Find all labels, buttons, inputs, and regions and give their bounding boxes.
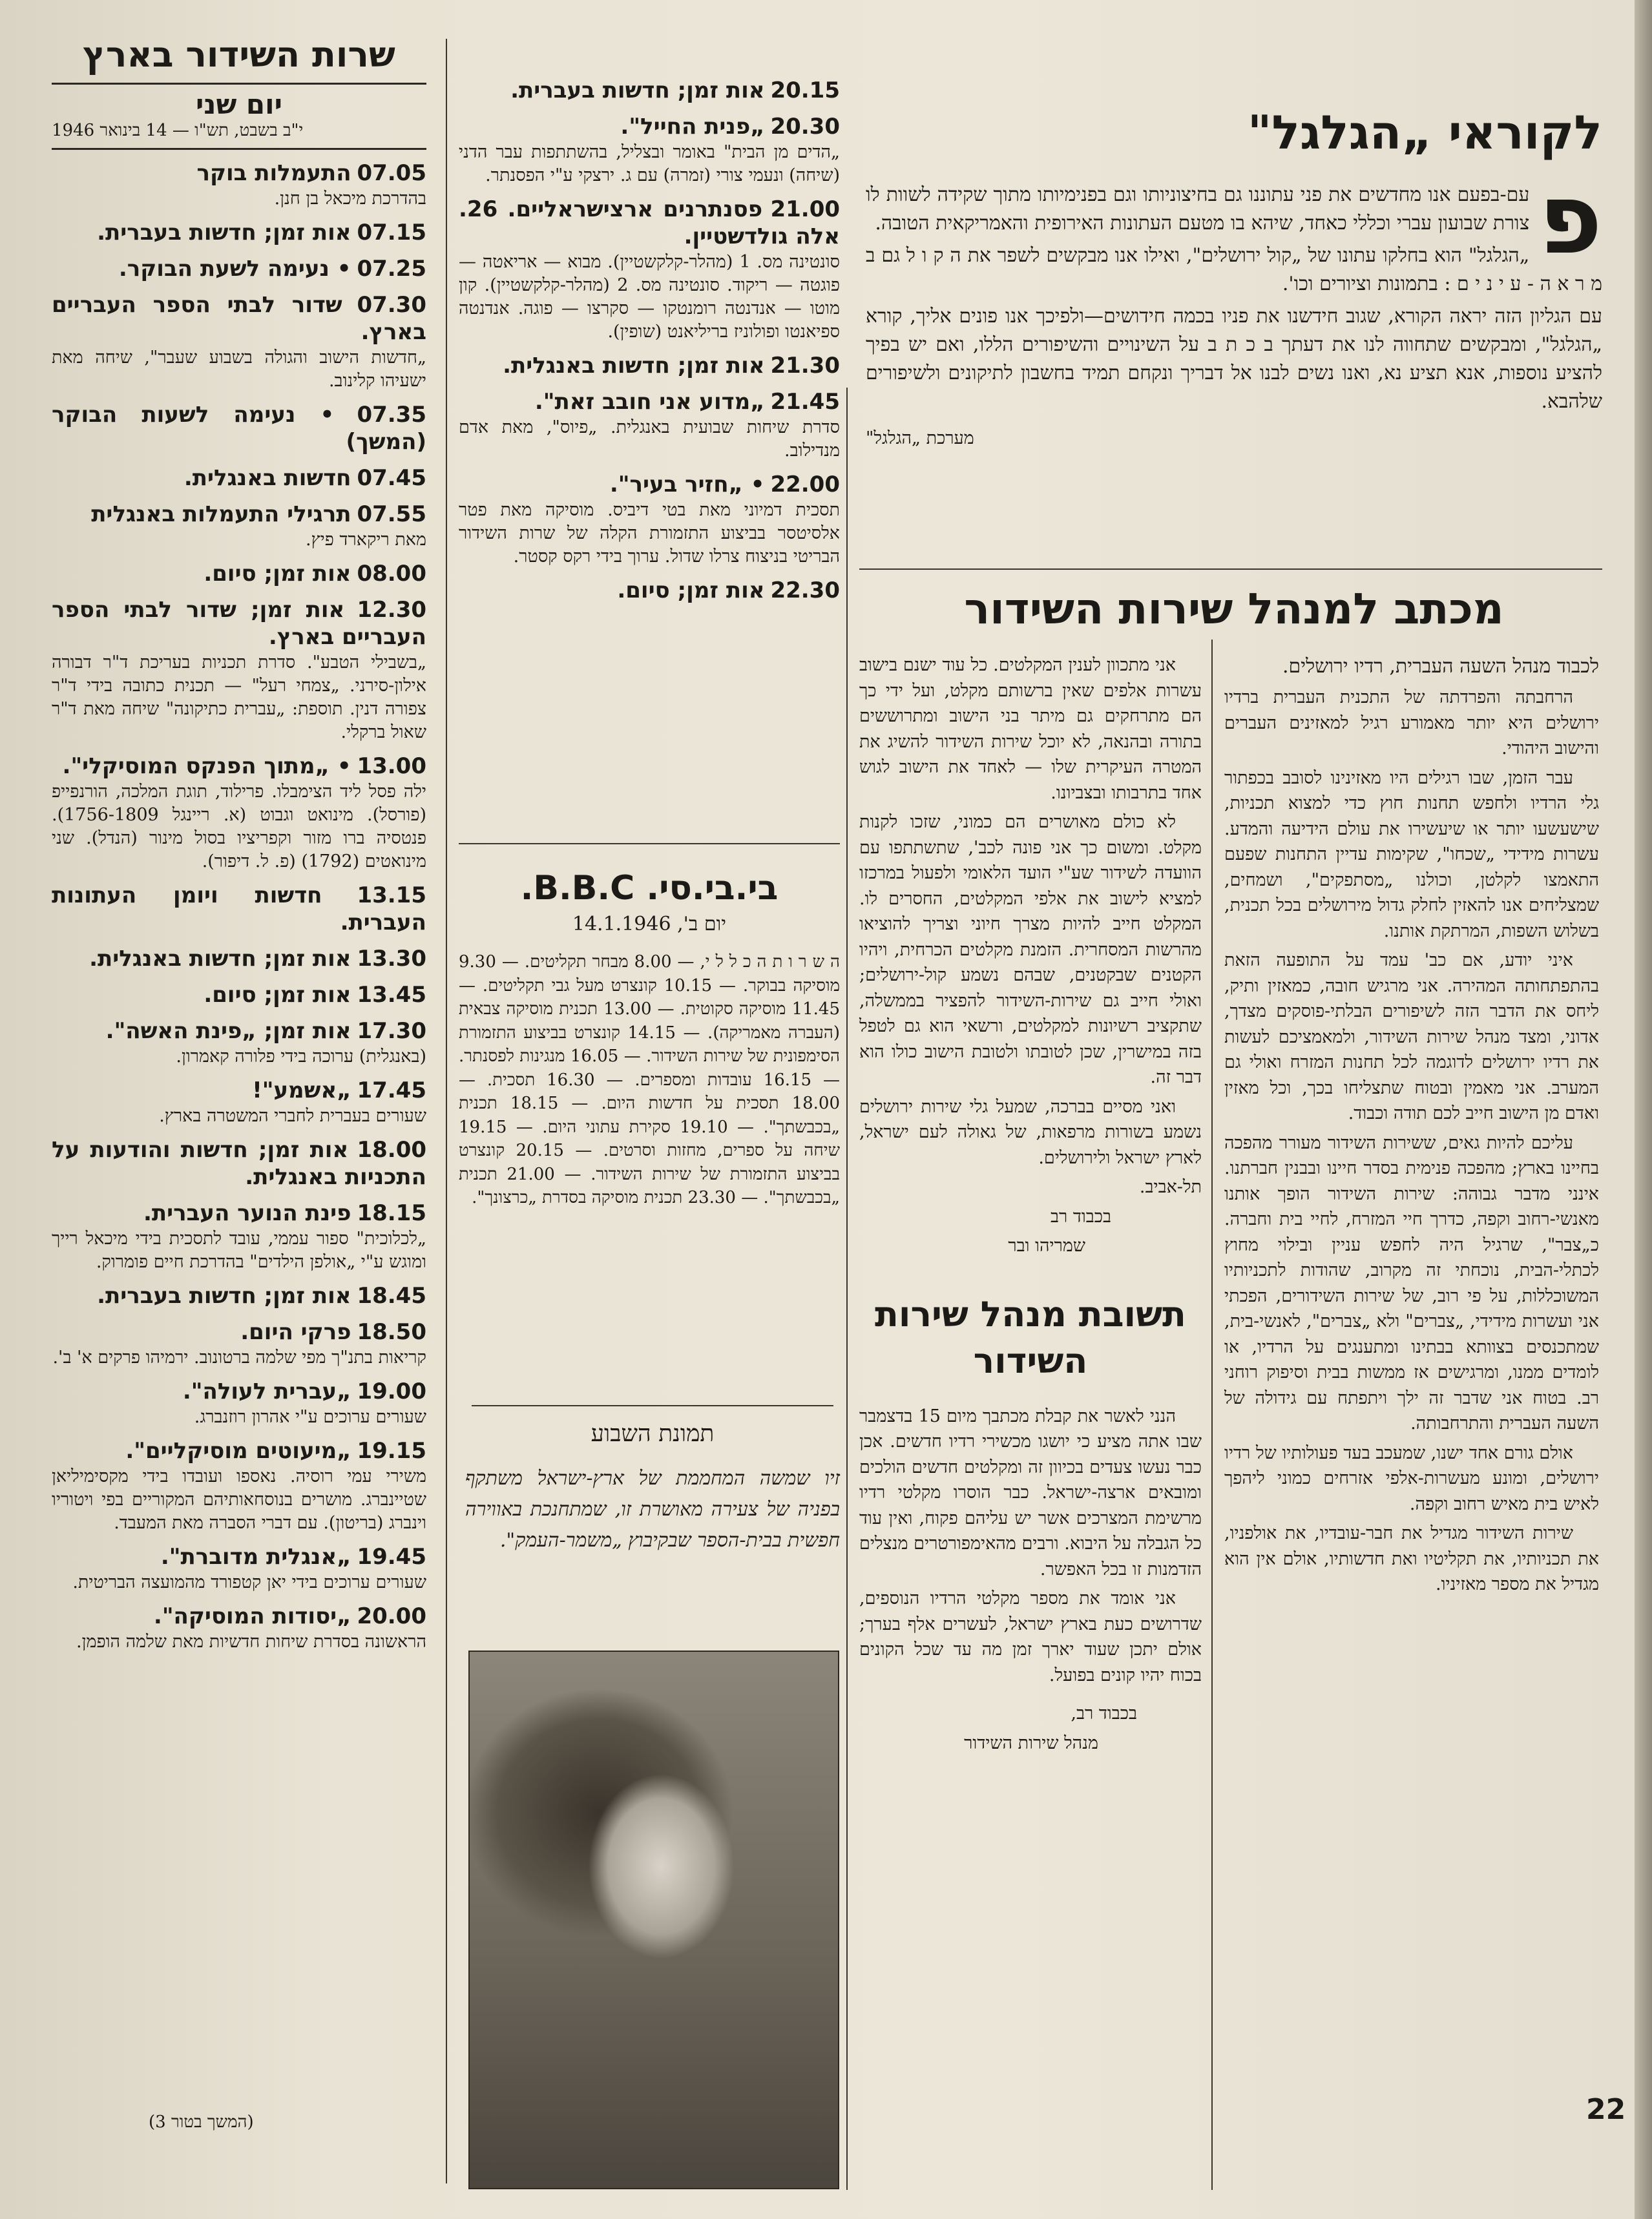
schedule-item bbox=[52, 292, 426, 393]
schedule-item bbox=[459, 353, 840, 380]
schedule-description: מאת ריקארד פיץ. bbox=[306, 530, 426, 550]
schedule-time: 20.00 bbox=[357, 1603, 426, 1629]
letter-greeting: לכבוד מנהל השעה העברית, רדיו ירושלים. bbox=[1282, 655, 1599, 678]
schedule-time: 08.00 bbox=[357, 561, 426, 587]
schedule-item bbox=[52, 1603, 426, 1654]
schedule-time: 07.15 bbox=[357, 220, 426, 245]
schedule-item bbox=[52, 1283, 426, 1310]
schedule-item bbox=[52, 1379, 426, 1429]
schedule-continued bbox=[459, 78, 840, 614]
schedule-description: „הדים מן הבית" באומר ובצליל, בהשתתפות עבר הדני (שיחה) ונעמי צורי (זמרה) עם ג. ירצקי ע"י הפסנתר. bbox=[459, 142, 840, 185]
schedule-time: 19.45 bbox=[357, 1544, 426, 1570]
schedule-program: חדשות באנגלית. bbox=[183, 465, 351, 491]
photo-section bbox=[465, 1418, 840, 1556]
schedule-item bbox=[52, 946, 426, 973]
schedule-program: • „מתוך הפנקס המוסיקלי". bbox=[62, 753, 351, 779]
schedule-program: פסנתרנים ארצישראליים. 26. אלה גולדשטיין. bbox=[459, 196, 840, 249]
schedule-item bbox=[52, 1200, 426, 1274]
intro-paragraph: „הגלגל" הוא בחלקו עתונו של „קול ירושלים", ואילו אנו מבקשים לשפר את ה ק ו ל גם ב מ ר א ה - ע י נ י ם : בתמונות וציורים וכו'. bbox=[866, 244, 1602, 295]
schedule-description: הראשונה בסדרת שיחות חדשיות מאת שלמה הופמן. bbox=[76, 1632, 426, 1652]
reply-title: תשובת מנהל שירות השידור bbox=[875, 1293, 1186, 1381]
schedule-date: י"ב בשבט, תש"ו — 14 בינואר 1946 bbox=[52, 118, 426, 150]
schedule-description: סדרת שיחות שבועית באנגלית. „פיוס", מאת אדם מנדילוב. bbox=[459, 417, 840, 461]
schedule-program: „פנית החייל". bbox=[620, 114, 765, 140]
schedule-item bbox=[52, 256, 426, 283]
schedule-time: 07.45 bbox=[357, 465, 426, 491]
schedule-program: חדשות ויומן העתונות העברית. bbox=[52, 882, 426, 935]
letter-paragraph: איני יודע, אם כב' עמד על התופעה הזאת בהתפתחותה המהירה. אני מרגיש חובה, כמאזין ותיק, ליחס את הדבר הזה לשיפורים הבלתי-פוסקים מצדך, אדוני, ומצד מנהל שירות השידור, ולמאמציכם לעשות את רדיו ירושלים לדוגמה לכל תחנות המזרח ואולי גם המערב. אני מאמין ובטוח שתצליחו בכך, וכל מאזין ואדם מן הישוב חייב לכם תודה וכבוד. bbox=[1224, 950, 1599, 1123]
schedule-time: 20.15 bbox=[770, 78, 840, 103]
section-rule bbox=[459, 843, 840, 844]
schedule-item bbox=[52, 1319, 426, 1370]
photo-title: תמונת השבוע bbox=[591, 1421, 715, 1447]
schedule-item bbox=[52, 597, 426, 744]
schedule-program: „אנגלית מדוברת". bbox=[160, 1544, 351, 1570]
letter-continued-column bbox=[859, 652, 1202, 1760]
reply-paragraph: אני אומד את מספר מקלטי הרדיו הנוספים, שדרושים כעת בארץ ישראל, לעשרים אלף בערך; אולם יתכן שעוד יארך זמן מה עד שכל הקונים בכוח יהיו קונים בפועל. bbox=[859, 1589, 1202, 1685]
schedule-program: אות זמן; „פינת האשה". bbox=[105, 1018, 351, 1044]
schedule-program: אות זמן; סיום. bbox=[617, 578, 765, 603]
intro-signature: מערכת „הגלגל" bbox=[866, 428, 974, 448]
schedule-day: יום שני bbox=[196, 89, 282, 120]
schedule-time: 13.30 bbox=[357, 946, 426, 972]
letter-paragraph: ואני מסיים בברכה, שמעל גלי שירות ירושלים נשמע בשורות מרפאות, של גאולה לעם ישראל, לארץ ישראל ולירושלים. bbox=[859, 1096, 1202, 1168]
schedule-program: • „חזיר בעיר". bbox=[609, 472, 765, 497]
letter-paragraph: שירות השידור מגדיל את חבר-עובדיו, את אולפניו, את תכניותיו, את תקליטיו ואת חדשותיו, אולם אין הוא מגדיל את מספר מאזיניו. bbox=[1224, 1523, 1599, 1594]
schedule-item bbox=[52, 160, 426, 211]
schedule-column bbox=[52, 32, 426, 1663]
schedule-item bbox=[52, 1438, 426, 1535]
schedule-program: אות זמן; שדור לבתי הספר העבריים בארץ. bbox=[52, 597, 426, 650]
schedule-program: „אשמע"! bbox=[252, 1078, 351, 1103]
schedule-program: • נעימה לשעות הבוקר (המשך) bbox=[52, 402, 426, 455]
letter-signer: שמריהו ובר bbox=[1008, 1236, 1085, 1256]
schedule-time: 07.05 bbox=[357, 160, 426, 186]
letter-city: תל-אביב. bbox=[1139, 1177, 1202, 1197]
schedule-program: התעמלות בוקר bbox=[196, 160, 351, 186]
schedule-time: 18.45 bbox=[357, 1283, 426, 1309]
schedule-description: בהדרכת מיכאל בן חנן. bbox=[274, 189, 426, 209]
schedule-time: 18.00 bbox=[357, 1137, 427, 1163]
letter-paragraph: עליכם להיות גאים, ששירות השידור מעורר מהפכה בחיינו בארץ; מהפכה פנימית בסדר חיינו ובבנין חברתנו. אינני מדבר גבוהה: שירות השידור הופך אותנו מאנשי-רחוב וקפה, כדרך חיי המזרח, לחיי בית וחברה. כ„צבר", שרגיל היה לחפש עניין ובילוי מחוץ לכתלי-הבית, נוכחתי זה מקרוב, שהודות לתכניותיו המשוכללות, על פי רוב, של שירות השידורים, הפכתי אני ועשרות מידידי, „צברים" ולא „צברים", לאנשי-בית, שמתכנסים בצוותא בבתינו ומתענגים על הרדיו, או לומדים ממנו, ומרגישים אז ממשות בבית וסיפוק רוחני רב. בטוח אני שדבר זה ילך ויתפתח עם גידולה של השעה העברית והתרחבותה. bbox=[1224, 1132, 1599, 1433]
schedule-program: אות זמן; חדשות בעברית. bbox=[510, 78, 765, 103]
schedule-program: פינת הנוער העברית. bbox=[143, 1200, 351, 1226]
schedule-time: 21.45 bbox=[770, 389, 840, 415]
letter-paragraph: עבר הזמן, שבו רגילים היו מאזינינו לסובב בכפתור גלי הרדיו ולחפש תחנות חוץ כדי למצוא תכניות, שישעשעו יותר או שיעשירו את עולם הידיעה והמדע. עשרות מידידי „שכחו", שקימות עדיין התחנות שפעם התאמצו לקלטן, וכולנו „מסתפקים", ושמחים, שמצליחים אנו להאזין לחלק גדול מירושלים בכל תכנית, בשלוש השפות, המרתקת אותנו. bbox=[1224, 767, 1599, 941]
reply-closing: בכבוד רב, bbox=[1071, 1703, 1137, 1724]
schedule-program: אות זמן; חדשות בעברית. bbox=[97, 220, 351, 245]
schedule-time: 19.15 bbox=[357, 1438, 426, 1464]
schedule-time: 22.00 bbox=[770, 472, 840, 497]
schedule-item bbox=[52, 220, 426, 247]
schedule-time: 21.30 bbox=[770, 353, 840, 379]
schedule-header: שרות השידור בארץ bbox=[52, 32, 426, 85]
schedule-description: שעורים בעברית לחברי המשטרה בארץ. bbox=[159, 1106, 426, 1126]
continued-note: (המשך בטור 3) bbox=[149, 2112, 254, 2132]
schedule-item bbox=[52, 1078, 426, 1128]
schedule-item bbox=[459, 196, 840, 344]
reply-paragraph: הנני לאשר את קבלת מכתבך מיום 15 בדצמבר שבו אתה מציע כי יושגו מכשירי רדיו חדשים. אכן כבר נעשו צעדים בכיוון זה ומקלטים חדשים הולכים ומובאים ארצה-ישראל. כבר הוסרו מקלטי רדיו מרשימת המצרכים אשר יש עליהם פקוח, ואין עוד כל הגבלה על היבוא. ורבים מהאימפורטרים מנצלים הזדמנות זו בכל האפשר. bbox=[859, 1406, 1202, 1579]
schedule-item bbox=[52, 1018, 426, 1068]
schedule-program: אות זמן; סיום. bbox=[204, 982, 351, 1008]
schedule-time: 07.55 bbox=[357, 501, 426, 527]
schedule-program: • נעימה לשעת הבוקר. bbox=[118, 256, 351, 282]
schedule-description: סונטינה מס. 1 (מהלר-קלקשטיין). מבוא — אריאטה — פוגטה — ריקוד. סונטינה מס. 2 (מהלר-קלקשטיין). קון מוטו — אנדנטה רומנטקו — סקרצו — פוגה. אנדנטה ספיאנטו ופולוניז בריליאנט (שופין). bbox=[459, 252, 840, 342]
schedule-description: „לכלוכית" ספור עממי, עובד לתסכית בידי מיכאל רייך ומוגש ע"י „אולפן הילדים" בהדרכת חיים פומרוק. bbox=[52, 1229, 426, 1272]
schedule-program: „עברית לעולה". bbox=[182, 1379, 351, 1404]
schedule-time: 07.25 bbox=[357, 256, 426, 282]
schedule-time: 13.00 bbox=[357, 753, 426, 779]
schedule-time: 13.45 bbox=[357, 982, 426, 1008]
schedule-description: „בשבילי הטבע". סדרת תכניות בעריכת ד"ר דבורה אילון-סירני. „צמחי רעל" — תכנית כתובה בידי ד"ר צפורה דנין. תוספת: „עברית כתיקונה" שיחה מאת ד"ר שאול ברקלי. bbox=[52, 652, 426, 742]
schedule-description: (באנגלית) ערוכה בידי פלורה קאמרון. bbox=[176, 1047, 426, 1067]
schedule-description: שעורים ערוכים ע"י אהרון רוזנברג. bbox=[194, 1407, 426, 1427]
schedule-item bbox=[52, 1544, 426, 1594]
schedule-item bbox=[459, 472, 840, 568]
section-rule bbox=[472, 1405, 833, 1406]
schedule-time: 20.30 bbox=[770, 114, 840, 140]
intro-section bbox=[866, 103, 1602, 452]
schedule-program: שדור לבתי הספר העבריים בארץ. bbox=[52, 292, 426, 345]
schedule-description: „חדשות הישוב והגולה בשבוע שעבר", שיחה מאת ישעיהו קלינוב. bbox=[52, 348, 426, 391]
schedule-time: 17.30 bbox=[357, 1018, 426, 1044]
schedule-item bbox=[52, 753, 426, 873]
schedule-item bbox=[459, 78, 840, 105]
schedule-program: אות זמן; חדשות באנגלית. bbox=[89, 946, 351, 972]
letter-paragraph: אולם גורם אחד ישנו, שמעכב בעד פעולותיו של רדיו ירושלים, ומונע מעשרות-אלפי אזרחים כמוני ליהפך לאיש בית מאיש רחוב וקפה. bbox=[1224, 1443, 1599, 1514]
column-rule bbox=[1211, 640, 1213, 2190]
letter-closing: בכבוד רב bbox=[1051, 1206, 1111, 1227]
drop-cap: פ bbox=[1538, 163, 1602, 276]
page-number: 22 bbox=[1586, 2093, 1626, 2126]
bbc-section bbox=[459, 866, 840, 1210]
schedule-item bbox=[52, 501, 426, 552]
schedule-program: אות זמן; חדשות בעברית. bbox=[97, 1283, 351, 1309]
column-rule bbox=[446, 39, 447, 2183]
schedule-description: תסכית דמיוני מאת בטי דיביס. מוסיקה מאת פטר אלסיטסר בביצוע התזמורת הקלה של שרות השידור הבריטי בניצוח צרלו שדול. ערוך בידי רקס קסטר. bbox=[459, 500, 840, 567]
schedule-item bbox=[459, 578, 840, 605]
photo-of-the-week bbox=[468, 1651, 839, 2189]
intro-paragraph: עם הגליון הזה יראה הקורא, שגוב חידשנו את פניו בכמה חידושים—ולפיכך אנו פונים אליך, קורא „הגלגל", ומבקשים שתחווה לנו את דעתך ב כ ת ב על השינויים והשיפורים הללו, ואם יש בפיך להציע נוספות, אנא תציע נא, ואנו נשים לבנו אל דבריך ונקחם תמיד בחשבון לתיקונים ולשיפורים שלהבא. bbox=[866, 305, 1602, 413]
schedule-time: 12.30 bbox=[357, 597, 427, 623]
schedule-time: 13.15 bbox=[357, 882, 426, 908]
schedule-time: 21.00 bbox=[770, 196, 841, 222]
schedule-item bbox=[52, 561, 426, 588]
schedule-time: 18.15 bbox=[357, 1200, 426, 1226]
letter-paragraph: אני מתכוון לענין המקלטים. כל עוד ישנם בישוב עשרות אלפים שאין ברשותם מקלט, ועל ידי כך הם מתרחקים גם מיתר בני הישוב ומתרוששים בתורה ובהנאה, לא יוכל שירות השידור להשיג את המטרה העיקרית שלו — לאחד את הישוב לגוש אחד בתרבותו ובצביונו. bbox=[859, 655, 1202, 803]
photo-caption: זיו שמשה המחממת של ארץ-ישראל משתקף בפניה של צעירה מאושרת זו, שמתחנכת באווירה חפשית בבית-הספר שבקיבוץ „משמר-העמק". bbox=[465, 1467, 840, 1552]
schedule-description: משירי עמי רוסיה. נאספו ועובדו בידי מקסימיליאן שטיינברג. מושרים בנוסחאותיהם המקוריים בפי ויטוריו וינברג (בריטון). עם דברי הסברה מאת המעבד. bbox=[52, 1466, 426, 1533]
column-rule bbox=[846, 388, 848, 2190]
schedule-item bbox=[52, 465, 426, 492]
schedule-program: „יסודות המוסיקה". bbox=[153, 1603, 351, 1629]
schedule-program: אות זמן; חדשות באנגלית. bbox=[503, 353, 765, 379]
section-rule bbox=[859, 568, 1602, 570]
schedule-item bbox=[459, 389, 840, 463]
letter-column bbox=[1224, 652, 1599, 1601]
intro-title: לקוראי „הגלגל" bbox=[1247, 105, 1602, 160]
reply-signer: מנהל שירות השידור bbox=[964, 1733, 1098, 1753]
schedule-program: פרקי היום. bbox=[240, 1319, 351, 1345]
schedule-time: 18.50 bbox=[357, 1319, 426, 1345]
schedule-program: תרגילי התעמלות באנגלית bbox=[91, 501, 351, 527]
letter-title: מכתב למנהל שירות השידור bbox=[964, 584, 1504, 634]
page-edge bbox=[1635, 0, 1652, 2219]
schedule-program: אות זמן; סיום. bbox=[204, 561, 351, 587]
bbc-schedule-text: ה ש ר ו ת ה כ ל ל י, — 8.00 מבחר תקליטים. — 9.30 מוסיקה בבוקר. — 10.15 קונצרט מעל גבי תקליטים. — 11.45 מוסיקה סקוטית. — 13.00 תכנית מוסיקה צבאית (העברה מאמריקה). — 14.15 קונצרט בביצוע התזמורת הסימפונית של שירות השידור. — 16.05 מנגינות לפסנתר. — 16.15 עובדות ומספרים. — 16.30 תסכית. — 18.00 תסכית על חדשות היום. — 18.15 תכנית „בכבשתך". — 19.10 סקירת עתוני היום. — 19.15 שיחה על ספרים, מחזות וסרטים. — 20.15 קונצרט בביצוע התזמורת של שירות השידור. — 21.00 תכנית „בכבשתך". — 23.30 תכנית מוסיקה בסדרת „כרצונך". bbox=[459, 952, 841, 1207]
schedule-description: קריאות בתנ"ך מפי שלמה ברטונוב. ירמיהו פרקים א' ב'. bbox=[52, 1348, 426, 1368]
schedule-item bbox=[52, 1137, 426, 1191]
schedule-description: שעורים ערוכים בידי יאן קטפורד מהמועצה הבריטית. bbox=[72, 1572, 426, 1592]
letter-paragraph: לא כולם מאושרים הם כמוני, שזכו לקנות מקלט. ומשום כך אני פונה לכב', שתשתתפו עם הוועדה לשידור שע"י הועד הלאומי ולפעול במרכזו למציא לישוב את אלפי המקלטים, החסרים לו. המקלט חייב להיות מצרך חיוני וצריך להוציאו מהרשות המסחרית. הזמנת מקלטים הכרחית, ויהיו הקטנים שבקטנים, שבהם נשמע קול-ירושלים; ואולי חייב גם שירות-השידור להפציר בממשלה, שתקציב רשיונות למקלטים, ורשאי הוא גם לטפל בזה במישרין, שכן לטובתו ולטובת הישוב כולו הוא דבר זה. bbox=[859, 812, 1202, 1087]
bbc-title: בי.בי.סי. B.B.C. bbox=[520, 869, 779, 908]
schedule-program: אות זמן; חדשות והודעות על התכניות באנגלית. bbox=[52, 1137, 426, 1190]
schedule-time: 07.30 bbox=[357, 292, 426, 318]
schedule-time: 19.00 bbox=[357, 1379, 426, 1404]
schedule-program: „מדוע אני חובב זאת". bbox=[534, 389, 765, 415]
schedule-time: 22.30 bbox=[770, 578, 840, 603]
letter-paragraph: הרחבתה והפרדתה של התכנית העברית ברדיו ירושלים היא יותר מאמורע רגיל למאזינים העברים והישוב היהודי. bbox=[1224, 687, 1599, 758]
schedule-item bbox=[52, 882, 426, 937]
schedule-item bbox=[52, 402, 426, 456]
schedule-program: „מיעוטים מוסיקליים". bbox=[125, 1438, 351, 1464]
schedule-time: 07.35 bbox=[357, 402, 426, 428]
schedule-description: ילה פסל ליד הצימבלו. פרילוד, תוגת המלכה, הורנפייפ (פורסל). מינואט וגבוט (א. ריינגל 1756-1809). פנטסיה ברו מזור וקפריציו בסול מינור (הנדל). שני מינואטים (1792) (פ. ל. דיפור). bbox=[52, 782, 426, 871]
intro-paragraph: עם-בפעם אנו מחדשים את פני עתוננו גם בחיצוניותו וגם בפנימיותו מתוך שקידה לשוות לו צורת שבועון עברי וכללי כאחד, שיהא בו מטעם העתונות האירופית והאמריקאית הטובה. bbox=[866, 183, 1530, 234]
schedule-item bbox=[52, 982, 426, 1009]
schedule-time: 17.45 bbox=[357, 1078, 426, 1103]
bbc-date: יום ב', 14.1.1946 bbox=[572, 913, 727, 935]
schedule-item bbox=[459, 114, 840, 187]
